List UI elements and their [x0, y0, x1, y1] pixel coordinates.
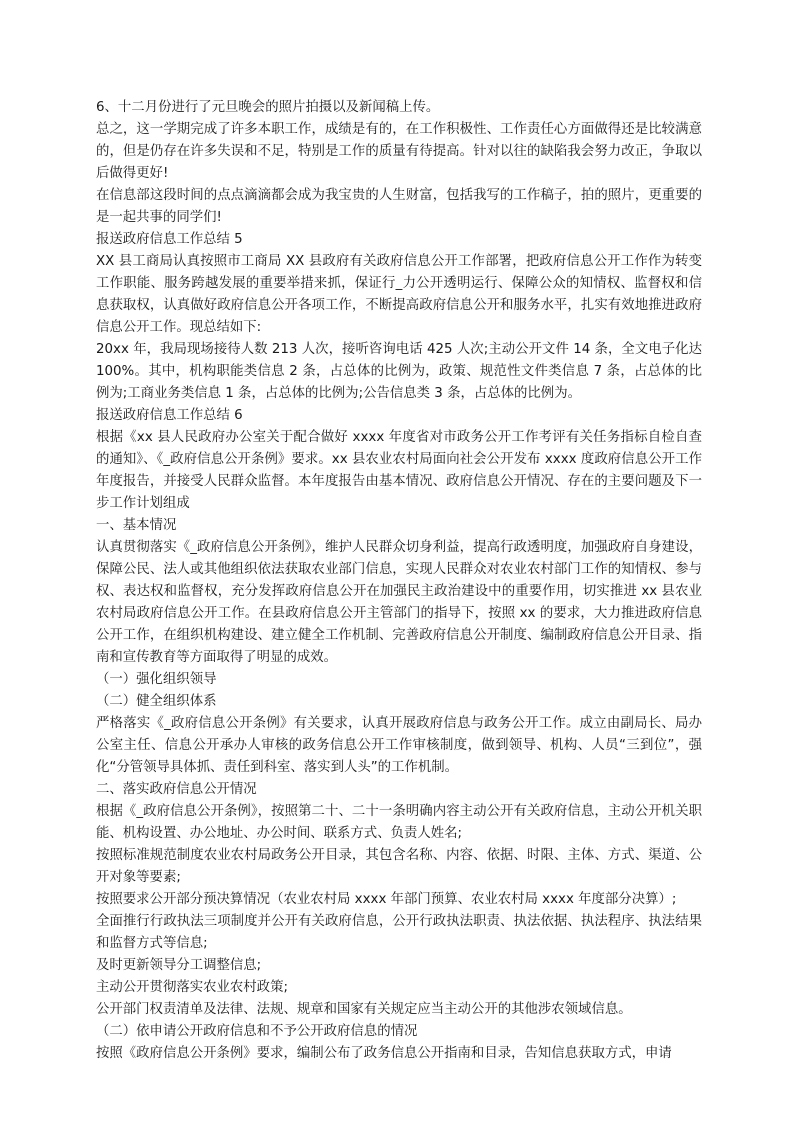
- paragraph: 在信息部这段时间的点点滴滴都会成为我宝贵的人生财富，包括我写的工作稿子，拍的照片，更重要的是一起共事的同学们!: [96, 188, 702, 225]
- paragraph: 主动公开贯彻落实农业农村政策;: [96, 980, 288, 995]
- subsection-heading: （二）健全组织体系: [96, 694, 217, 709]
- section-heading: 一、基本情况: [96, 518, 177, 533]
- paragraph: 认真贯彻落实《_政府信息公开条例》，维护人民群众切身利益，提高行政透明度，加强政府自身建设，保障公民、法人或其他组织依法获取农业部门信息，实现人民群众对农业农村部门工作的知情权、参与权、表达权和监督权，充分发挥政府信息公开在加强民主政治建设中的重要作用，切实推进 xx 县农业农村局政府信息公开工作。在县政府信息公开主管部门的指导下，按照 xx 的要求，大力推进政府信息公开工作，在组织机构建设、建立健全工作机制、完善政府信息公开制度、编制政府信息公开目录、指南和宣传教育等方面取得了明显的成效。: [96, 540, 702, 665]
- paragraph: 公开部门权责清单及法律、法规、规章和国家有关规定应当主动公开的其他涉农领域信息。: [96, 1002, 632, 1017]
- document-body: [96, 97, 702, 1065]
- paragraph: 根据《xx 县人民政府办公室关于配合做好 xxxx 年度省对市政务公开工作考评有关任务指标自检自查的通知》、《_政府信息公开条例》要求。xx 县农业农村局面向社会公开发布 xxxx 度政府信息公开工作年度报告，并接受人民群众监督。本年度报告由基本情况、政府信息公开情况、存在的主要问题及下一步工作计划组成: [96, 430, 702, 511]
- section-heading: 二、落实政府信息公开情况: [96, 782, 257, 797]
- paragraph: 按照标准规范制度农业农村局政务公开目录，其包含名称、内容、依据、时限、主体、方式、渠道、公开对象等要素;: [96, 848, 702, 885]
- section-heading: 报送政府信息工作总结 6: [96, 408, 243, 423]
- paragraph: 及时更新领导分工调整信息;: [96, 958, 262, 973]
- paragraph: 20xx 年，我局现场接待人数 213 人次，接听咨询电话 425 人次;主动公开文件 14 条，全文电子化达 100%。其中，机构职能类信息 2 条，占总体的比例为，政策、规范性文件类信息 7 条，占总体的比例为;工商业务类信息 1 条，占总体的比例为;公告信息类 3 条，占总体的比例为。: [96, 342, 702, 401]
- paragraph: 6、十二月份进行了元旦晚会的照片拍摄以及新闻稿上传。: [96, 100, 440, 115]
- subsection-heading: （二）依申请公开政府信息和不予公开政府信息的情况: [96, 1024, 418, 1039]
- section-heading: 报送政府信息工作总结 5: [96, 232, 243, 247]
- paragraph: 总之，这一学期完成了许多本职工作，成绩是有的，在工作积极性、工作责任心方面做得还是比较满意的，但是仍存在许多失误和不足，特别是工作的质量有待提高。针对以往的缺陷我会努力改正，争取以后做得更好!: [96, 122, 702, 181]
- paragraph: 严格落实《_政府信息公开条例》有关要求，认真开展政府信息与政务公开工作。成立由副局长、局办公室主任、信息公开承办人审核的政务信息公开工作审核制度，做到领导、机构、人员“三到位”，强化“分管领导具体抓、责任到科室、落实到人头”的工作机制。: [96, 716, 702, 775]
- paragraph: 全面推行行政执法三项制度并公开有关政府信息，公开行政执法职责、执法依据、执法程序、执法结果和监督方式等信息;: [96, 914, 702, 951]
- paragraph: 按照要求公开部分预决算情况（农业农村局 xxxx 年部门预算、农业农村局 xxxx 年度部分决算）;: [96, 892, 677, 907]
- paragraph: 按照《政府信息公开条例》要求，编制公布了政务信息公开指南和目录，告知信息获取方式，申请: [96, 1046, 672, 1061]
- subsection-heading: （一）强化组织领导: [96, 672, 217, 687]
- paragraph: 根据《_政府信息公开条例》，按照第二十、二十一条明确内容主动公开有关政府信息，主动公开机关职能、机构设置、办公地址、办公时间、联系方式、负责人姓名;: [96, 804, 702, 841]
- paragraph: XX 县工商局认真按照市工商局 XX 县政府有关政府信息公开工作部署，把政府信息公开工作作为转变工作职能、服务跨越发展的重要举措来抓，保证行_力公开透明运行、保障公众的知情权、监督权和信息获取权，认真做好政府信息公开各项工作，不断提高政府信息公开和服务水平，扎实有效地推进政府信息公开工作。现总结如下:: [96, 254, 702, 335]
